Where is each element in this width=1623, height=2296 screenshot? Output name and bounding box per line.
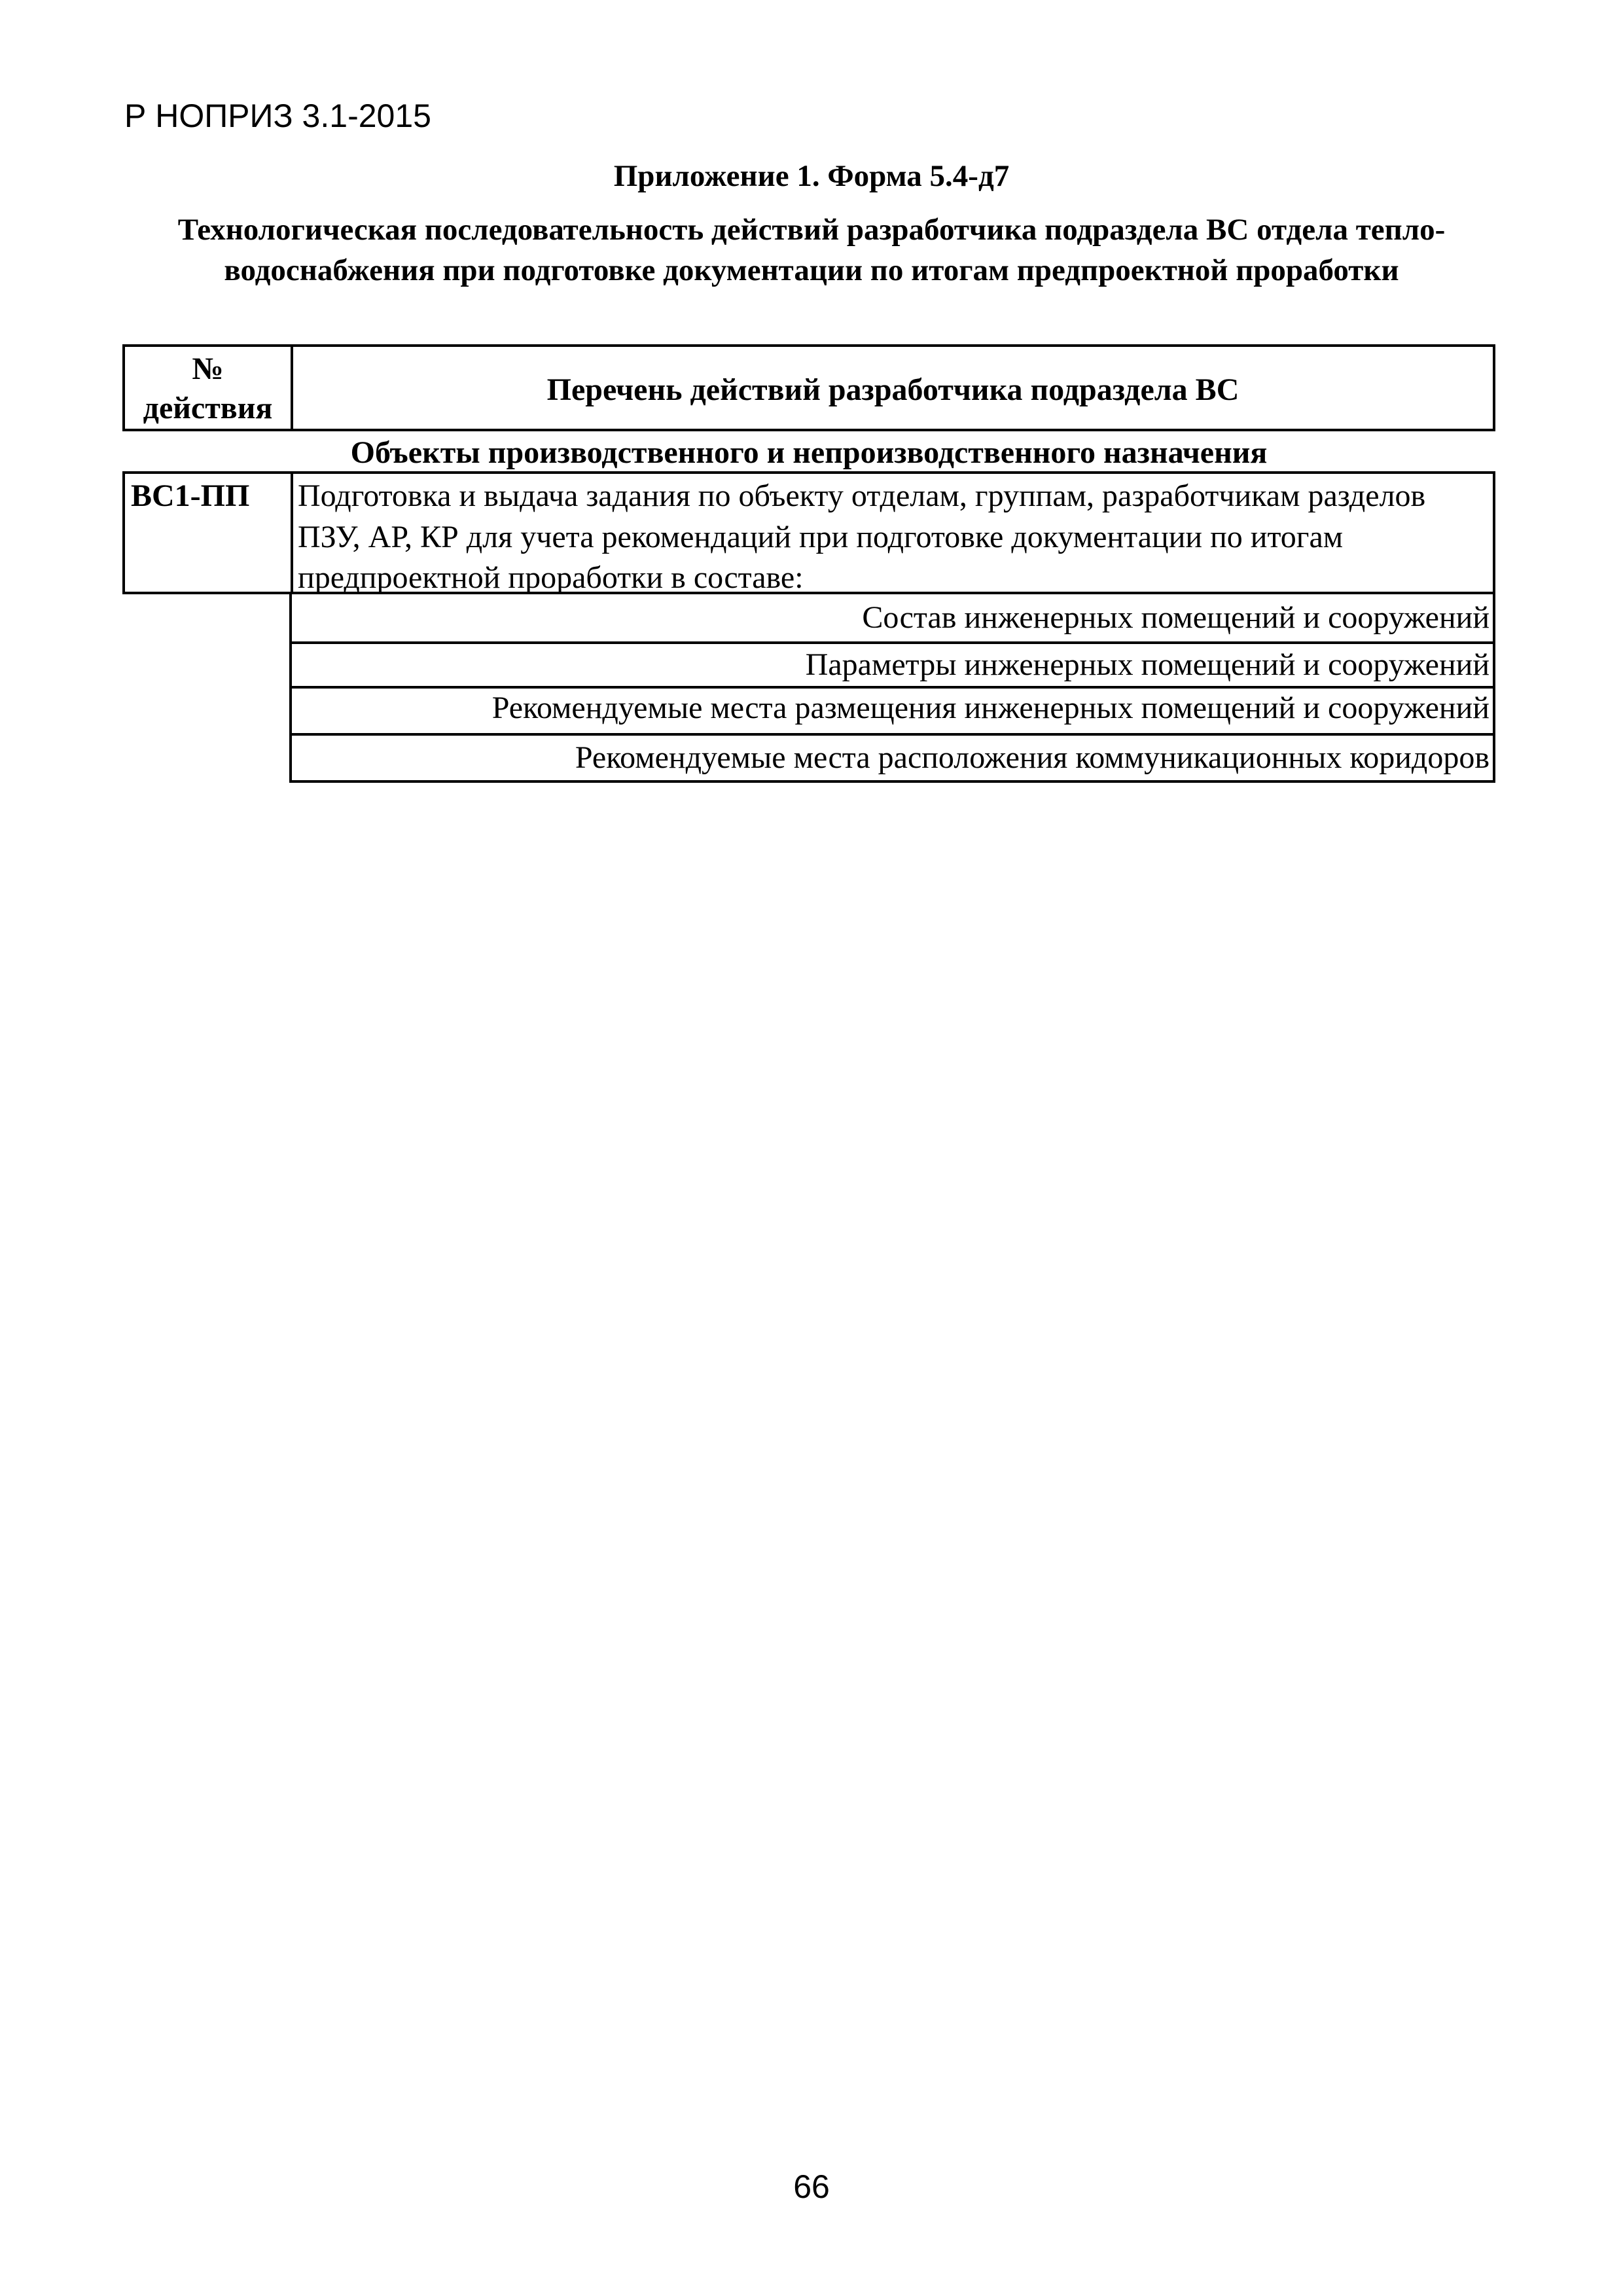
document-title-line: Технологическая последовательность действий разработчика подраздела ВС отдела тепло- [177, 213, 1446, 247]
document-code: Р НОПРИЗ 3.1-2015 [124, 98, 431, 134]
row-text-line: Подготовка и выдача задания по объекту отделам, группам, разработчикам разделов [298, 478, 1426, 513]
sub-item: Состав инженерных помещений и сооружений [862, 600, 1489, 635]
row-text-line: ПЗУ, АР, КР для учета рекомендаций при подготовке документации по итогам [298, 520, 1344, 554]
sub-item-divider [289, 733, 1495, 736]
page-number: 66 [793, 2168, 830, 2205]
appendix-title: Приложение 1. Форма 5.4-д7 [613, 159, 1010, 193]
sub-item-divider [289, 686, 1495, 689]
document-title [0, 209, 1623, 291]
sub-item: Рекомендуемые места размещения инженерных помещений и сооружений [491, 691, 1489, 725]
col-header-actions-list: Перечень действий разработчика подраздела ВС [546, 372, 1240, 407]
sub-item-divider [289, 641, 1495, 644]
row-text-line: предпроектной проработки в составе: [298, 560, 804, 595]
document-title-line: водоснабжения при подготовке документации по итогам предпроектной проработки [224, 253, 1399, 287]
sub-item: Рекомендуемые места расположения коммуникационных коридоров [575, 740, 1489, 775]
row-code: ВС1-ПП [131, 478, 250, 513]
row-column-divider [291, 471, 293, 594]
sub-item: Параметры инженерных помещений и сооружений [805, 647, 1489, 682]
col-header-number-sign: № [192, 351, 224, 386]
section-heading: Объекты производственного и непроизводственного назначения [350, 435, 1268, 470]
col-header-action: действия [143, 391, 273, 425]
